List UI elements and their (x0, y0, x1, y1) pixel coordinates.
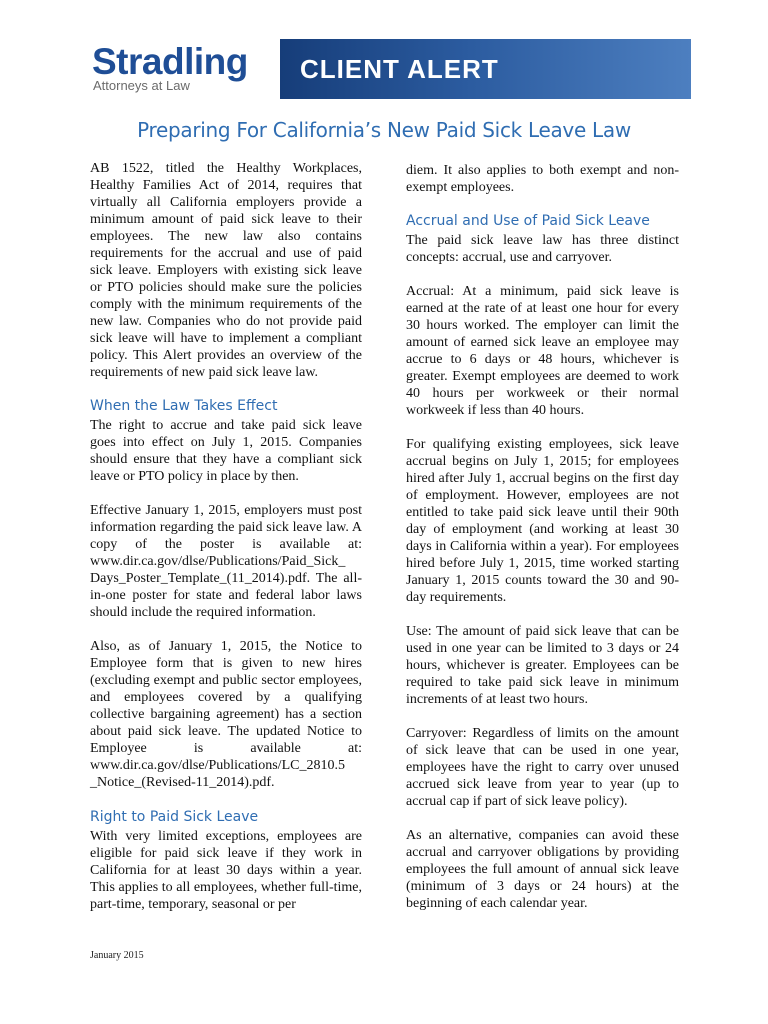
section-heading-accrual: Accrual and Use of Paid Sick Leave (406, 213, 650, 229)
paragraph: The paid sick leave law has three distinct concepts: accrual, use and carryover. (406, 233, 679, 265)
section-heading-right: Right to Paid Sick Leave (90, 809, 259, 825)
document-title: Preparing For California’s New Paid Sick Leave Law (137, 118, 631, 142)
section-heading-effective: When the Law Takes Effect (90, 398, 278, 414)
brand-name: Stradling (92, 41, 248, 82)
right-column (406, 162, 679, 912)
intro-paragraph: AB 1522, titled the Healthy Workplaces, Healthy Families Act of 2014, requires that virtually all California employers provide a minimum amount of paid sick leave to their employees. The new law also contains requirements for the accrual and use of paid sick leave. Employers with existing sick leave or PTO policies should make sure the policies comply with the minimum requirements of the new law. Companies who do not provide paid sick leave will have to implement a compliant policy. This Alert provides an overview of the requirements of new paid sick leave law. (90, 161, 362, 380)
footer-date: January 2015 (90, 950, 144, 961)
paragraph: With very limited exceptions, employees are eligible for paid sick leave if they work in California for at least 30 days within a year. This applies to all employees, whether full-time, part-time, temporary, seasonal or per (90, 829, 362, 912)
paragraph: Also, as of January 1, 2015, the Notice to Employee form that is given to new hires (excluding exempt and public sector employees, and employees covered by a qualifying collective bargaining agreement) has a section about paid sick leave. The updated Notice to Employee is available at: www.dir.ca.gov/dlse/Publications/LC_2810.5 _Notice_(Revised-11_2014).pdf. (90, 639, 362, 790)
client-alert-banner (280, 39, 691, 99)
paragraph: The right to accrue and take paid sick leave goes into effect on July 1, 2015. Companies should ensure that they have a compliant sick leave or PTO policy in place by then. (90, 418, 362, 484)
paragraph-accrual: Accrual: At a minimum, paid sick leave is earned at the rate of at least one hour for every 30 hours worked. The employer can limit the amount of earned sick leave an employee may accrue to 6 days or 48 hours, whichever is greater. Exempt employees are deemed to work 40 hours per workweek or their normal workweek if less than 40 hours. (406, 284, 679, 418)
paragraph-use: Use: The amount of paid sick leave that can be used in one year can be limited to 3 days or 24 hours, whichever is greater. Employees can be required to take paid sick leave in minimum increments of at least two hours. (406, 624, 679, 707)
paragraph: Effective January 1, 2015, employers must post information regarding the paid sick leave law. A copy of the poster is available at: www.dir.ca.gov/dlse/Publications/Paid_Sick_ Days_Poster_Template_(11_2014).pdf. The all-in-one poster for state and federal labor laws should include the required information. (90, 503, 362, 620)
banner-text: CLIENT ALERT (300, 54, 499, 84)
paragraph: diem. It also applies to both exempt and non-exempt employees. (406, 163, 679, 195)
left-column (90, 160, 362, 913)
brand-subtitle: Attorneys at Law (93, 78, 190, 93)
paragraph-carryover: Carryover: Regardless of limits on the amount of sick leave that can be used in one year, employees have the right to carry over unused accrued sick leave from year to year (up to accrual cap if part of sick leave policy). (406, 726, 679, 809)
paragraph: For qualifying existing employees, sick leave accrual begins on July 1, 2015; for employees hired after July 1, accrual begins on the first day of employment. However, employees are not entitled to take paid sick leave until their 90th day of employment (and working at least 30 days in California within a year). For employees hired before July 1, 2015, time worked starting January 1, 2015 counts toward the 30 and 90-day requirements. (406, 437, 679, 605)
paragraph-alternative: As an alternative, companies can avoid these accrual and carryover obligations by providing employees the full amount of annual sick leave (minimum of 3 days or 24 hours) at the beginning of each calendar year. (406, 828, 679, 911)
brand-logo (92, 42, 248, 93)
